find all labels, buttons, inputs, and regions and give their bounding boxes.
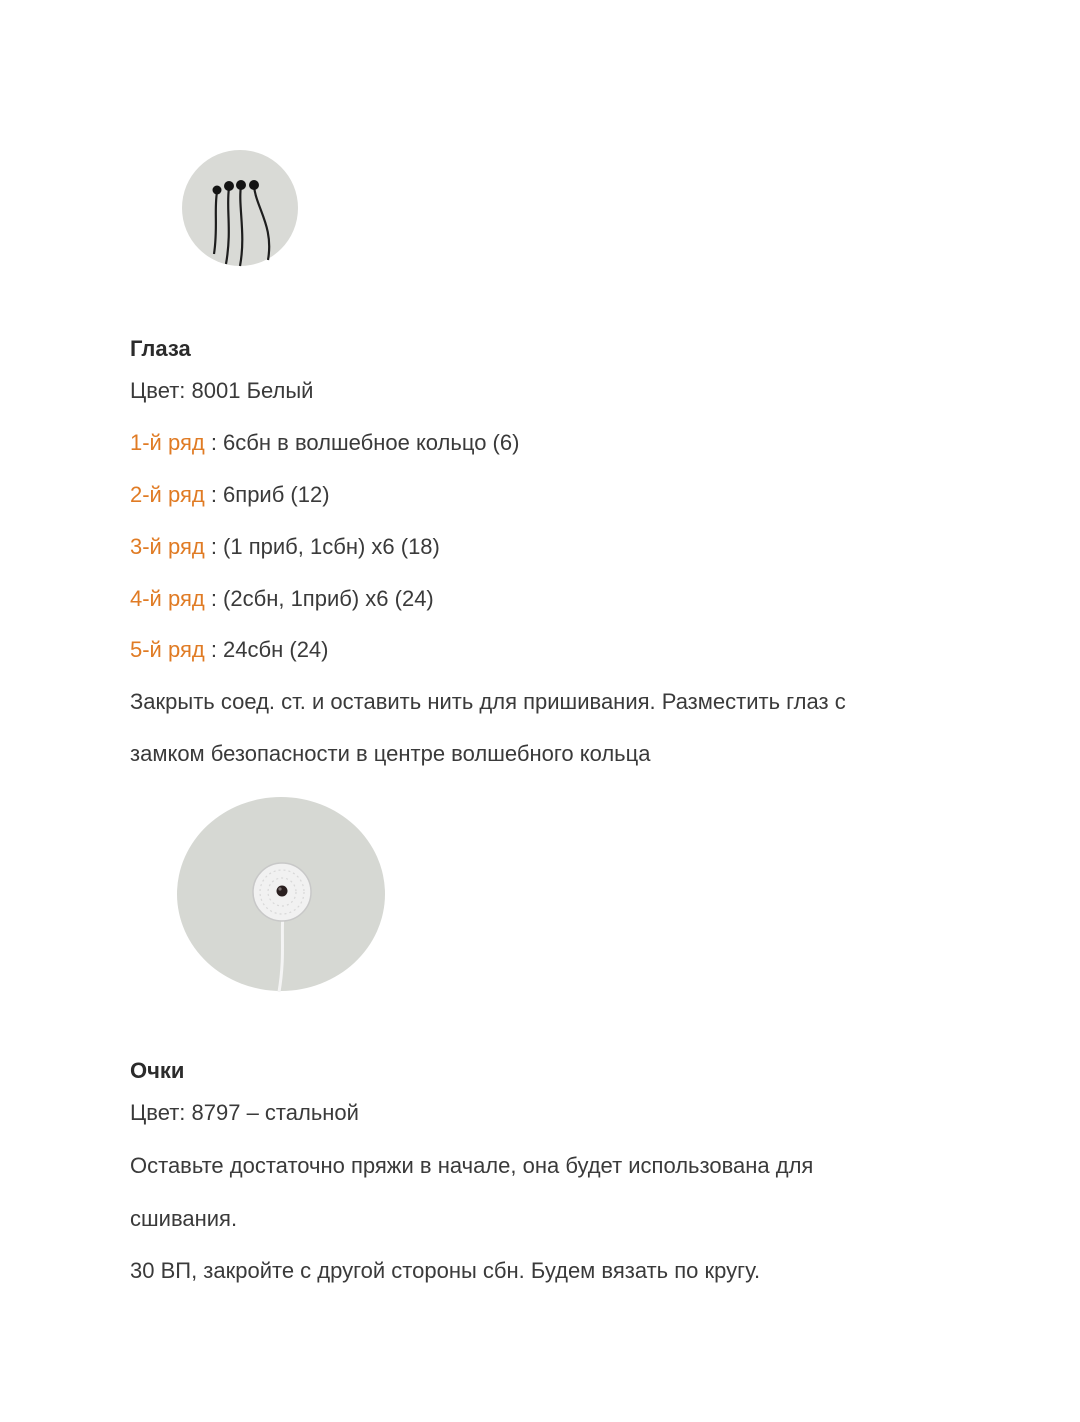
- glasses-para-line-2: сшивания.: [130, 1206, 238, 1231]
- eyes-row-1: [130, 430, 519, 456]
- row-text: : (1 приб, 1сбн) x6 (18): [204, 534, 440, 559]
- glasses-para-line-3: 30 ВП, закройте с другой стороны сбн. Будем вязать по кругу.: [130, 1258, 761, 1283]
- crocheted-eye-photo: [175, 796, 387, 996]
- glasses-title: Очки: [130, 1058, 185, 1083]
- row-label: 4-й ряд: [130, 586, 205, 611]
- eyes-note-line-2: замком безопасности в центре волшебного кольца: [130, 741, 651, 766]
- row-label: 5-й ряд: [130, 637, 205, 662]
- eyes-note-line-1: Закрыть соед. ст. и оставить нить для пришивания. Разместить глаз с: [130, 689, 846, 714]
- row-label: 3-й ряд: [130, 534, 205, 559]
- row-text: : 6сбн в волшебное кольцо (6): [204, 430, 520, 455]
- eyes-row-5: [130, 637, 329, 663]
- row-text: : 24сбн (24): [204, 637, 329, 662]
- row-label: 2-й ряд: [130, 482, 205, 507]
- eyes-row-4: [130, 586, 434, 612]
- safety-eyes-photo: [180, 150, 300, 270]
- glasses-color: Цвет: 8797 – стальной: [130, 1100, 359, 1125]
- row-text: : (2сбн, 1приб) x6 (24): [204, 586, 434, 611]
- eyes-color: Цвет: 8001 Белый: [130, 378, 314, 403]
- eyes-row-2: [130, 482, 330, 508]
- row-label: 1-й ряд: [130, 430, 205, 455]
- eyes-row-3: [130, 534, 440, 560]
- row-text: : 6приб (12): [204, 482, 330, 507]
- eyes-title: Глаза: [130, 336, 191, 361]
- glasses-para-line-1: Оставьте достаточно пряжи в начале, она будет использована для: [130, 1153, 814, 1178]
